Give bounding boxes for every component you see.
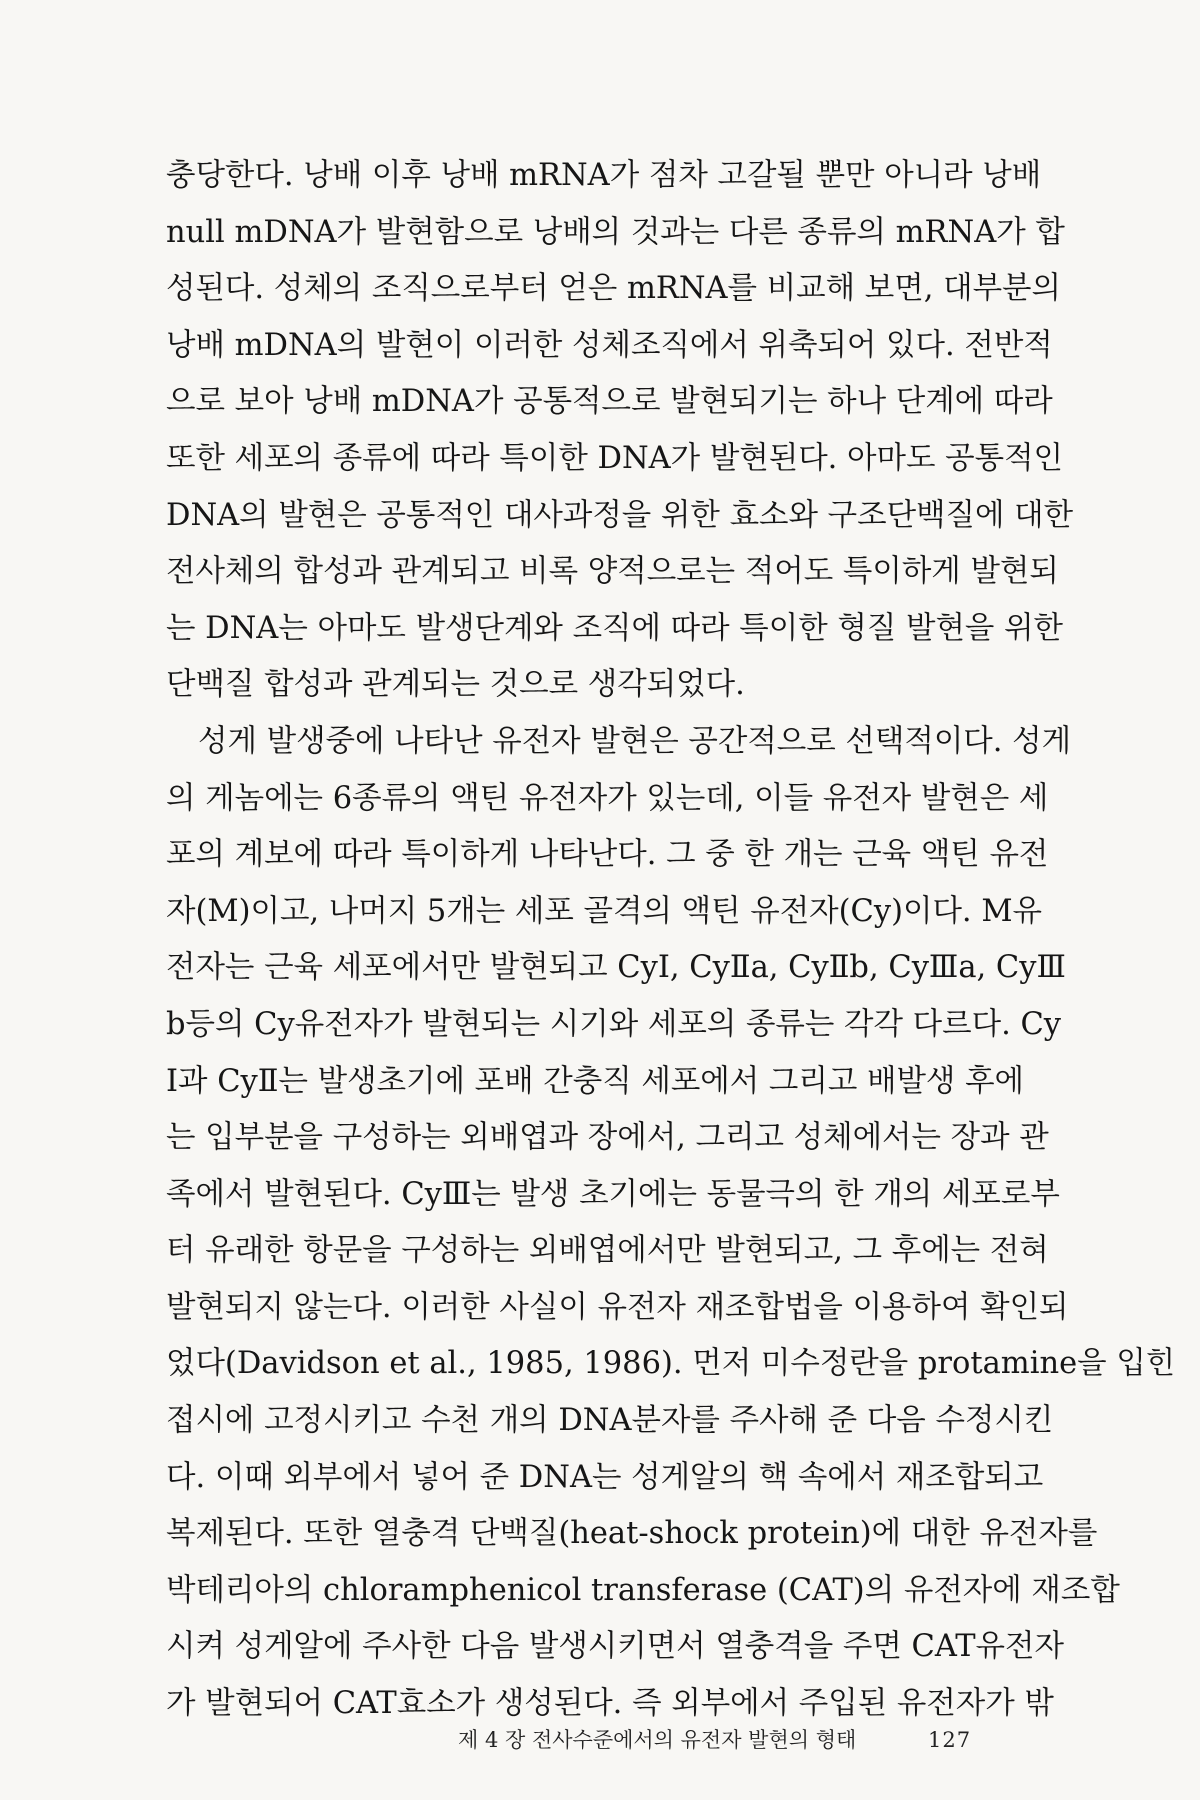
page-number: 127 [928, 1728, 972, 1752]
text-line: DNA의 발현은 공통적인 대사과정을 위한 효소와 구조단백질에 대한 [166, 497, 1074, 533]
text-line: 전자는 근육 세포에서만 발현되고 CyⅠ, CyⅡa, CyⅡb, CyⅢa, CyⅢ [166, 950, 1066, 986]
text-line: 는 DNA는 아마도 발생단계와 조직에 따라 특이한 형질 발현을 위한 [166, 610, 1063, 646]
text-line: 박테리아의 chloramphenicol transferase (CAT)의 유전자에 재조합 [166, 1572, 1120, 1608]
text-line: null mDNA가 발현함으로 낭배의 것과는 다른 종류의 mRNA가 합 [166, 214, 1065, 250]
body-text [166, 148, 1176, 1733]
text-line: 복제된다. 또한 열충격 단백질(heat-shock protein)에 대한 유전자를 [166, 1516, 1098, 1552]
text-line: 전사체의 합성과 관계되고 비록 양적으로는 적어도 특이하게 발현되 [166, 554, 1059, 590]
text-line: 성게 발생중에 나타난 유전자 발현은 공간적으로 선택적이다. 성게 [198, 723, 1072, 759]
text-line: 으로 보아 낭배 mDNA가 공통적으로 발현되기는 하나 단계에 따라 [166, 384, 1053, 420]
text-line: 낭배 mDNA의 발현이 이러한 성체조직에서 위축되어 있다. 전반적 [166, 327, 1053, 363]
page-footer [0, 1722, 1200, 1762]
text-line: 접시에 고정시키고 수천 개의 DNA분자를 주사해 준 다음 수정시킨 [166, 1403, 1054, 1439]
text-line: 다. 이때 외부에서 넣어 준 DNA는 성게알의 핵 속에서 재조합되고 [166, 1459, 1044, 1495]
text-line: 발현되지 않는다. 이러한 사실이 유전자 재조합법을 이용하여 확인되 [166, 1289, 1069, 1325]
text-line: 성된다. 성체의 조직으로부터 얻은 mRNA를 비교해 보면, 대부분의 [166, 271, 1061, 307]
text-line: 터 유래한 항문을 구성하는 외배엽에서만 발현되고, 그 후에는 전혀 [166, 1233, 1049, 1269]
text-line: 족에서 발현된다. CyⅢ는 발생 초기에는 동물극의 한 개의 세포로부 [166, 1176, 1060, 1212]
text-line: 었다(Davidson et al., 1985, 1986). 먼저 미수정란을 protamine을 입힌 [166, 1346, 1176, 1382]
running-head: 제 4 장 전사수준에서의 유전자 발현의 형태 [458, 1728, 857, 1752]
text-line: 자(M)이고, 나머지 5개는 세포 골격의 액틴 유전자(Cy)이다. M유 [166, 893, 1043, 929]
text-line: 충당한다. 낭배 이후 낭배 mRNA가 점차 고갈될 뿐만 아니라 낭배 [166, 158, 1042, 193]
text-line: 가 발현되어 CAT효소가 생성된다. 즉 외부에서 주입된 유전자가 밖 [166, 1686, 1054, 1722]
text-line: 시켜 성게알에 주사한 다음 발생시키면서 열충격을 주면 CAT유전자 [166, 1629, 1064, 1665]
text-line: 의 게놈에는 6종류의 액틴 유전자가 있는데, 이들 유전자 발현은 세 [166, 780, 1049, 816]
text-line: Ⅰ과 CyⅡ는 발생초기에 포배 간충직 세포에서 그리고 배발생 후에 [166, 1063, 1025, 1099]
text-line: 또한 세포의 종류에 따라 특이한 DNA가 발현된다. 아마도 공통적인 [166, 440, 1063, 476]
text-line: 단백질 합성과 관계되는 것으로 생각되었다. [166, 667, 745, 703]
text-line: 포의 계보에 따라 특이하게 나타난다. 그 중 한 개는 근육 액틴 유전 [166, 837, 1049, 873]
text-line: b등의 Cy유전자가 발현되는 시기와 세포의 종류는 각각 다르다. Cy [166, 1006, 1062, 1042]
text-line: 는 입부분을 구성하는 외배엽과 장에서, 그리고 성체에서는 장과 관 [166, 1120, 1049, 1156]
